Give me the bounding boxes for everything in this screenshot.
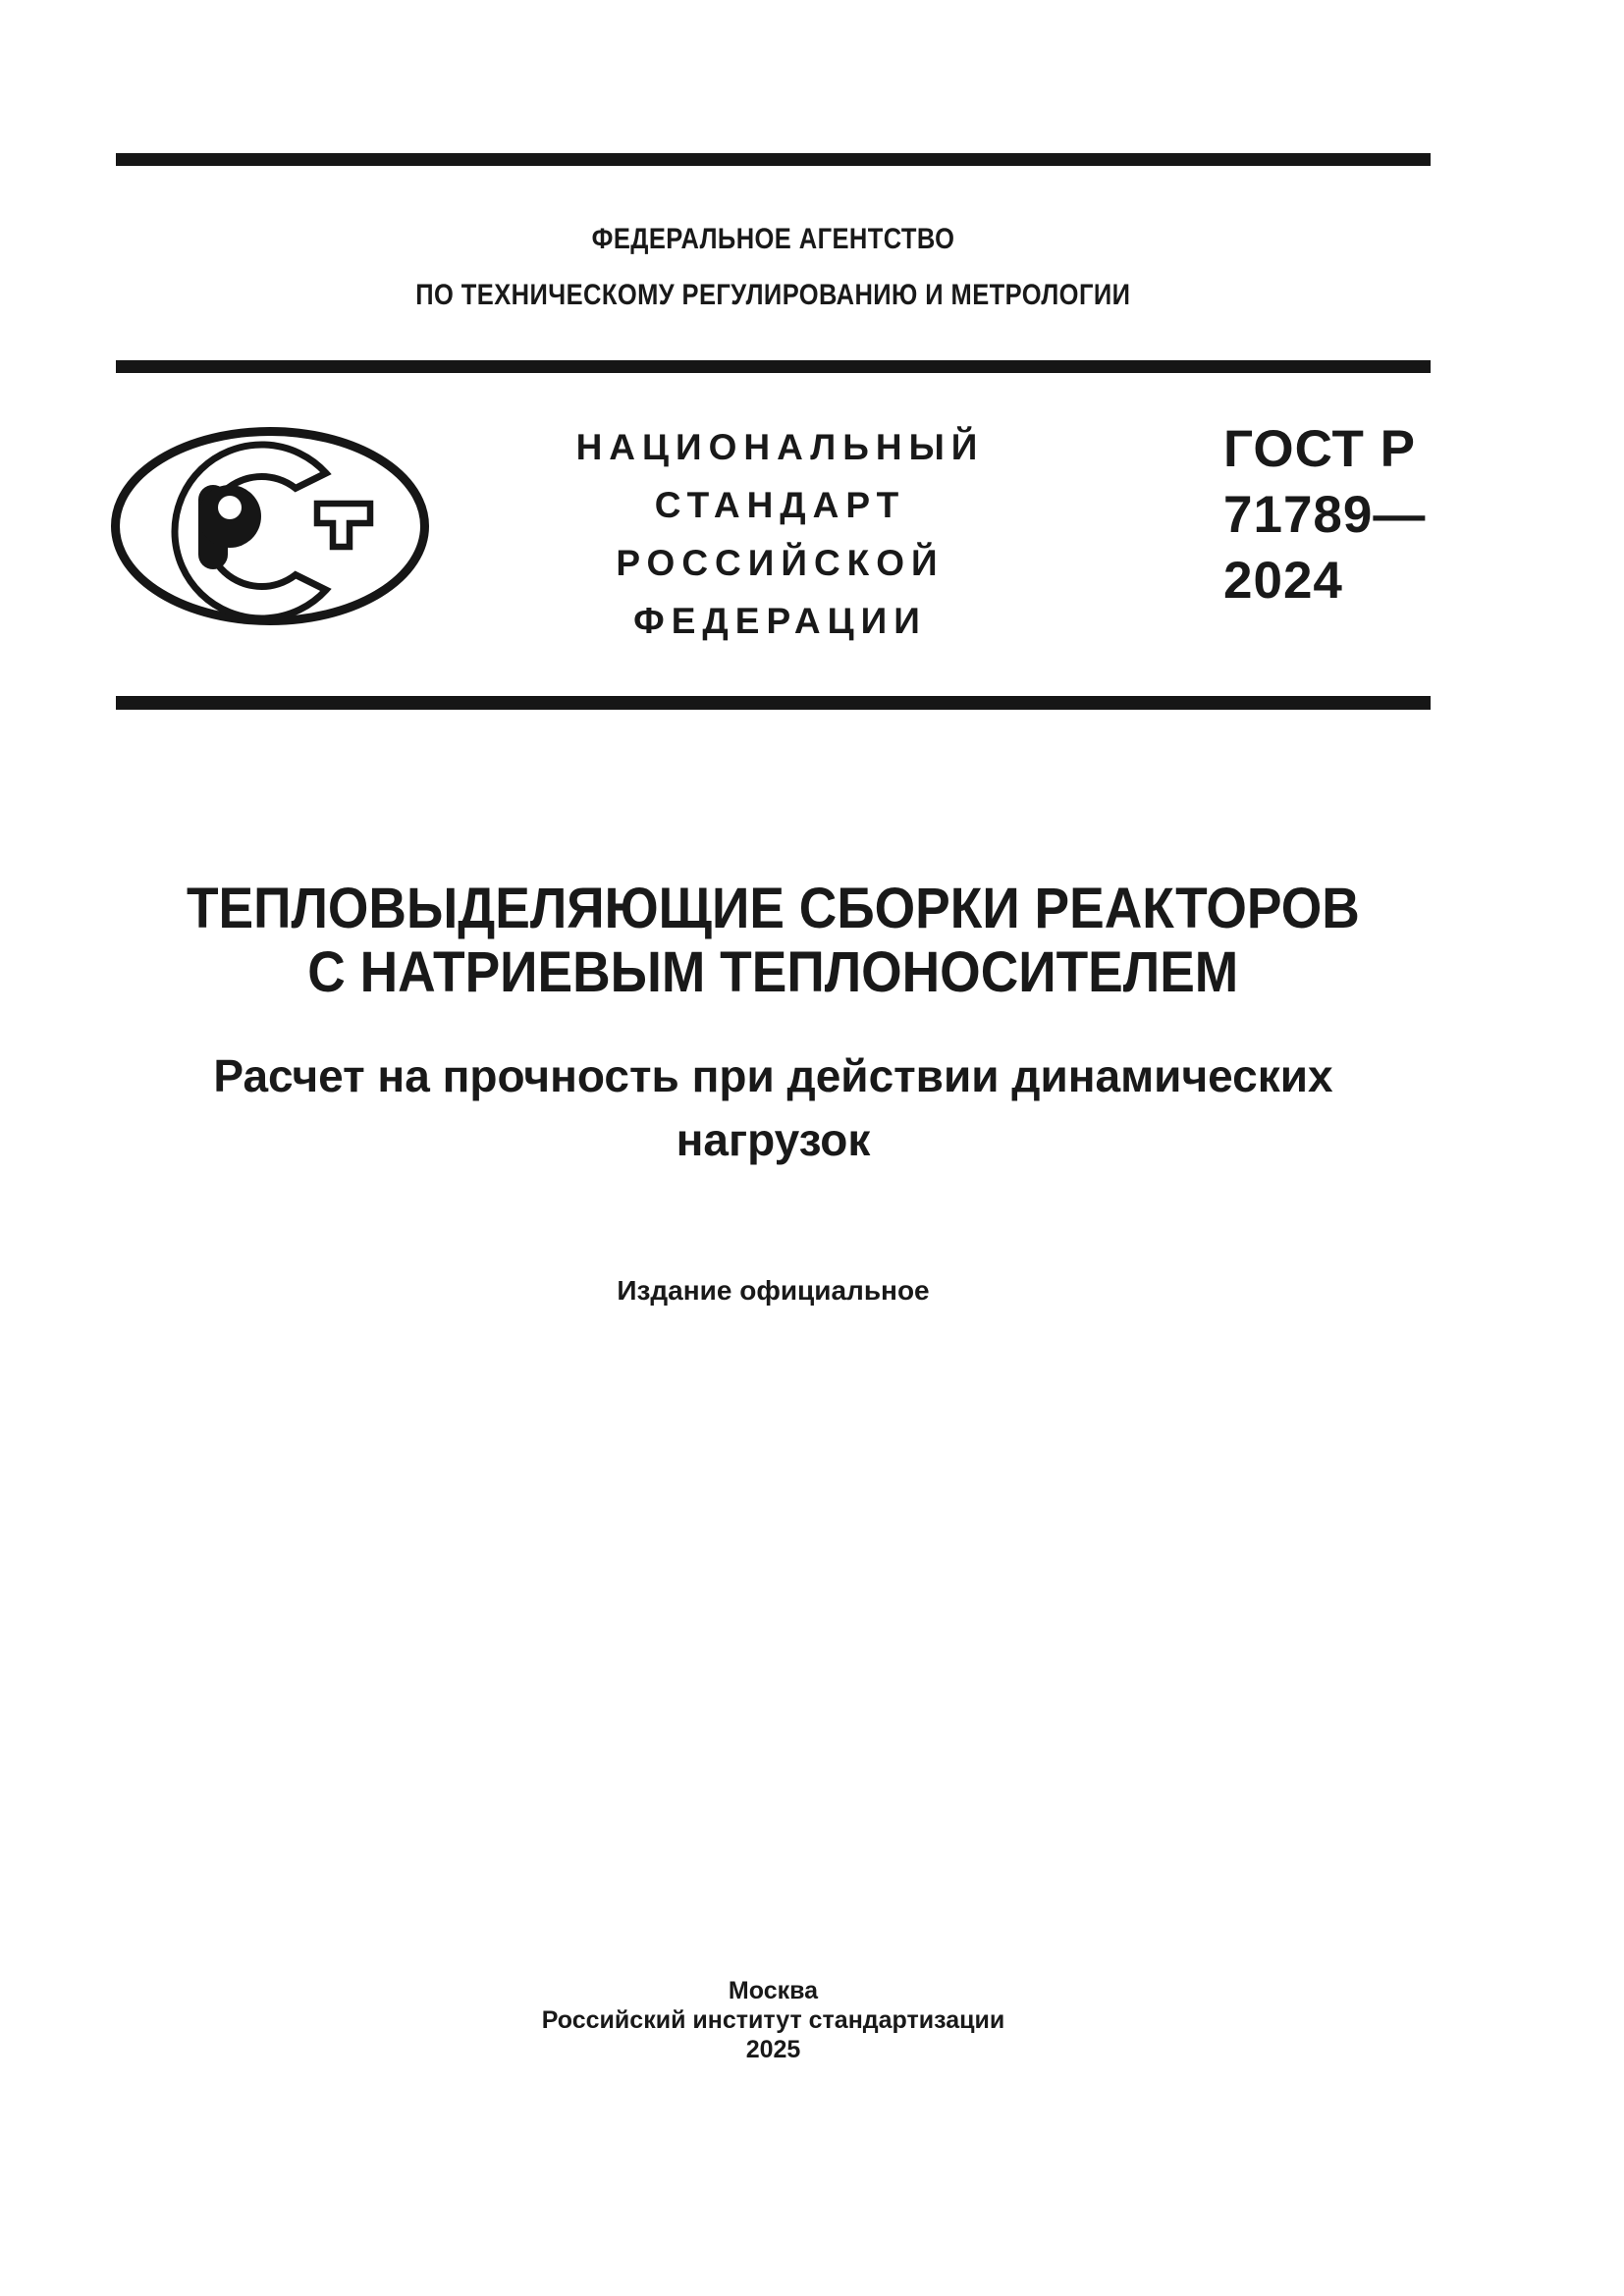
imprint-publisher: Российский институт стандартизации [541, 2006, 1005, 2034]
standard-designation [1223, 416, 1426, 614]
document-title-line-1-text: ТЕПЛОВЫДЕЛЯЮЩИЕ СБОРКИ РЕАКТОРОВ [187, 877, 1360, 940]
designation-line-1: ГОСТ Р [1223, 420, 1416, 478]
agency-line-1 [116, 211, 1431, 267]
document-subtitle-line-1: Расчет на прочность при действии динамических [213, 1050, 1333, 1101]
document-title-line-2 [116, 940, 1431, 1004]
middle-divider-bar [116, 360, 1431, 373]
standard-type-line-3: РОССИЙСКОЙ [616, 543, 945, 583]
agency-line-1-text: ФЕДЕРАЛЬНОЕ АГЕНТСТВО [591, 223, 955, 255]
document-subtitle-line-2: нагрузок [676, 1114, 871, 1165]
designation-line-3: 2024 [1223, 552, 1343, 610]
lower-divider-bar [116, 696, 1431, 710]
top-divider-bar [116, 153, 1431, 166]
agency-line-2 [116, 267, 1431, 323]
standard-type-line-2: СТАНДАРТ [654, 485, 906, 525]
document-subtitle [116, 1044, 1431, 1172]
agency-heading [116, 211, 1431, 323]
imprint-city: Москва [728, 1977, 819, 2004]
document-title [116, 877, 1431, 1004]
standard-type-line-4: ФЕДЕРАЦИИ [633, 601, 927, 641]
imprint-year: 2025 [745, 2036, 801, 2063]
designation-line-2: 71789— [1223, 486, 1427, 544]
standard-type-line-1: НАЦИОНАЛЬНЫЙ [575, 427, 985, 467]
imprint [116, 1976, 1431, 2064]
document-title-line-1 [116, 877, 1431, 940]
edition-note: Издание официальное [617, 1275, 930, 1306]
document-title-line-2-text: С НАТРИЕВЫМ ТЕПЛОНОСИТЕЛЕМ [307, 940, 1239, 1004]
agency-line-2-text: ПО ТЕХНИЧЕСКОМУ РЕГУЛИРОВАНИЮ И МЕТРОЛОГИИ [415, 279, 1131, 311]
